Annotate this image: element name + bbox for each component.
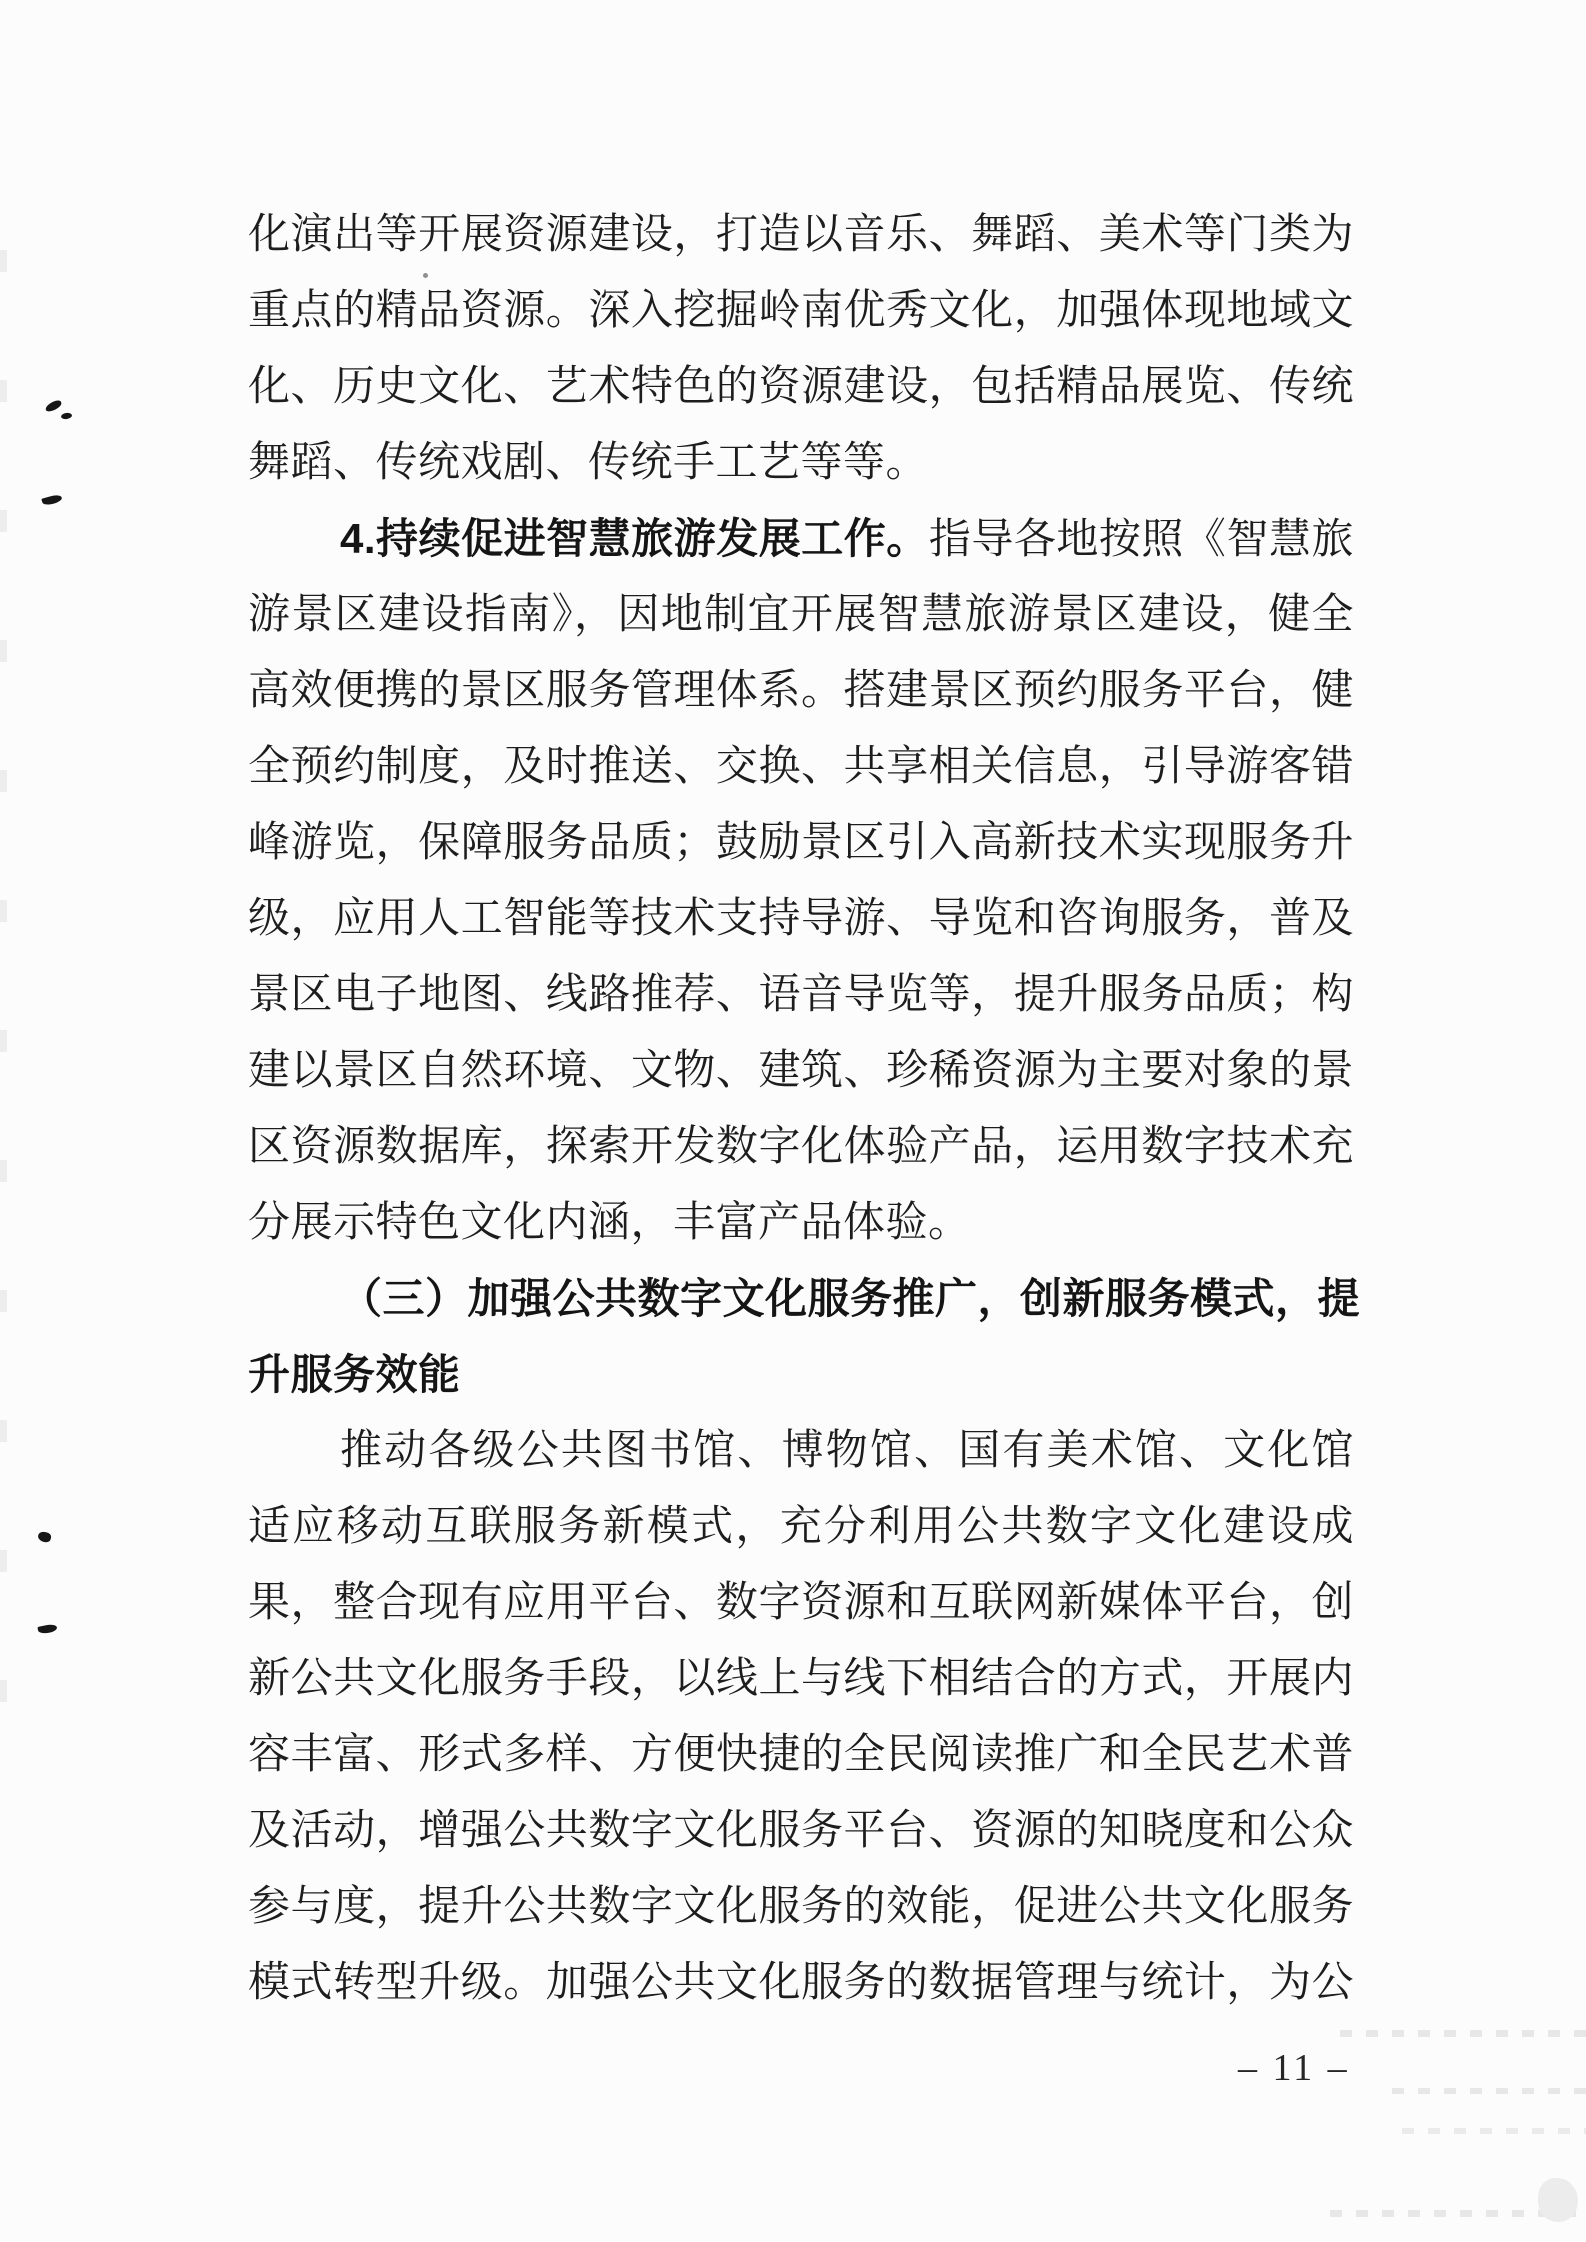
ink-speck	[44, 399, 63, 413]
text-line	[248, 1945, 1354, 2021]
text-line	[248, 1869, 1354, 1945]
text-line	[248, 957, 1354, 1033]
text-line	[248, 1033, 1354, 1109]
text-segment: 推动各级公共图书馆、博物馆、国有美术馆、文化馆	[340, 1428, 1354, 1474]
text-segment: 舞蹈、传统戏剧、传统手工艺等等。	[248, 440, 929, 486]
text-line	[248, 197, 1354, 273]
scan-artifact	[1538, 2178, 1578, 2222]
ink-speck	[37, 1623, 57, 1635]
text-segment: 新公共文化服务手段，以线上与线下相结合的方式，开展内	[248, 1656, 1354, 1702]
text-segment: 及活动，增强公共数字文化服务平台、资源的知晓度和公众	[248, 1808, 1354, 1854]
text-segment: 指导各地按照《智慧旅	[928, 517, 1354, 563]
text-line	[248, 729, 1354, 805]
scan-artifact	[1340, 2030, 1586, 2037]
text-segment: 全预约制度，及时推送、交换、共享相关信息，引导游客错	[248, 744, 1354, 790]
scan-edge-noise	[0, 250, 7, 1790]
text-line	[248, 1717, 1354, 1793]
text-segment: 模式转型升级。加强公共文化服务的数据管理与统计，为公	[248, 1960, 1354, 2006]
bold-text-segment: 4.持续促进智慧旅游发展工作。	[340, 515, 929, 562]
text-segment: 级，应用人工智能等技术支持导游、导览和咨询服务，普及	[248, 896, 1354, 942]
bold-text-segment: 升服务效能	[248, 1351, 461, 1398]
text-line	[248, 1261, 1361, 1337]
text-line	[248, 577, 1354, 653]
bold-text-segment: （三）加强公共数字文化服务推广，创新服务模式，提	[340, 1275, 1361, 1322]
text-segment: 分展示特色文化内涵，丰富产品体验。	[248, 1200, 971, 1246]
text-line	[248, 1565, 1354, 1641]
text-segment: 化、历史文化、艺术特色的资源建设，包括精品展览、传统	[248, 364, 1354, 410]
text-segment: 建以景区自然环境、文物、建筑、珍稀资源为主要对象的景	[248, 1048, 1354, 1094]
text-line	[248, 1489, 1354, 1565]
text-line	[248, 1337, 1354, 1413]
text-segment: 参与度，提升公共数字文化服务的效能，促进公共文化服务	[248, 1884, 1354, 1930]
text-line	[248, 349, 1354, 425]
text-segment: 容丰富、形式多样、方便快捷的全民阅读推广和全民艺术普	[248, 1732, 1354, 1778]
text-line	[248, 1109, 1354, 1185]
text-line	[248, 1641, 1354, 1717]
text-segment: 果，整合现有应用平台、数字资源和互联网新媒体平台，创	[248, 1580, 1354, 1626]
ink-speck	[41, 493, 62, 506]
text-segment: 重点的精品资源。深入挖掘岭南优秀文化，加强体现地域文	[248, 288, 1354, 334]
page-number: – 11 –	[1238, 2047, 1350, 2089]
text-segment: 游景区建设指南》，因地制宜开展智慧旅游景区建设，健全	[248, 592, 1354, 638]
scan-artifact	[1392, 2088, 1586, 2094]
text-line	[248, 805, 1354, 881]
text-line	[248, 1413, 1354, 1489]
text-line	[248, 653, 1354, 729]
text-segment: 适应移动互联服务新模式，充分利用公共数字文化建设成	[248, 1504, 1354, 1550]
text-segment: 景区电子地图、线路推荐、语音导览等，提升服务品质；构	[248, 972, 1354, 1018]
ink-speck	[37, 1531, 52, 1544]
text-line	[248, 425, 1354, 501]
text-segment: 化演出等开展资源建设，打造以音乐、舞蹈、美术等门类为	[248, 212, 1354, 258]
text-segment: 峰游览，保障服务品质；鼓励景区引入高新技术实现服务升	[248, 820, 1354, 866]
text-segment: 高效便携的景区服务管理体系。搭建景区预约服务平台，健	[248, 668, 1354, 714]
document-body	[248, 197, 1361, 2021]
scan-artifact	[1402, 2128, 1586, 2134]
text-line	[248, 881, 1354, 957]
text-segment: 区资源数据库，探索开发数字化体验产品，运用数字技术充	[248, 1124, 1354, 1170]
text-line	[248, 501, 1354, 577]
ink-speck	[61, 412, 73, 419]
text-line	[248, 1793, 1354, 1869]
text-line	[248, 273, 1354, 349]
text-line	[248, 1185, 1354, 1261]
